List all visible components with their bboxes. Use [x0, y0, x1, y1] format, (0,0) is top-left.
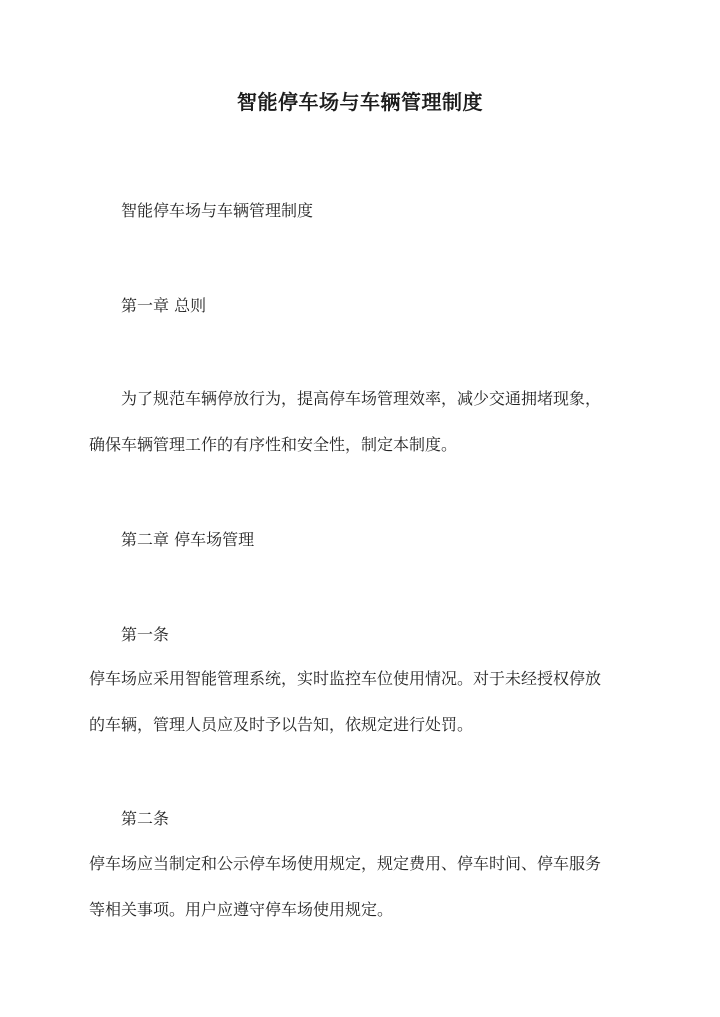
article-2-heading: 第二条 — [121, 809, 170, 828]
document-subtitle: 智能停车场与车辆管理制度 — [121, 201, 314, 220]
chapter-1-paragraph-line-2: 确保车辆管理工作的有序性和安全性，制定本制度。 — [89, 435, 458, 454]
document-title: 智能停车场与车辆管理制度 — [237, 90, 483, 114]
article-1-heading: 第一条 — [121, 625, 170, 644]
chapter-1-paragraph-line-1: 为了规范车辆停放行为，提高停车场管理效率，减少交通拥堵现象， — [121, 389, 602, 408]
chapter-2-heading: 第二章 停车场管理 — [121, 530, 255, 549]
article-1-line-2: 的车辆，管理人员应及时予以告知，依规定进行处罚。 — [89, 715, 474, 734]
article-2-line-1: 停车场应当制定和公示停车场使用规定，规定费用、停车时间、停车服务 — [89, 854, 602, 873]
article-1-line-1: 停车场应采用智能管理系统，实时监控车位使用情况。对于未经授权停放 — [89, 669, 602, 688]
chapter-1-heading: 第一章 总则 — [121, 296, 207, 315]
article-2-line-2: 等相关事项。用户应遵守停车场使用规定。 — [89, 900, 394, 919]
